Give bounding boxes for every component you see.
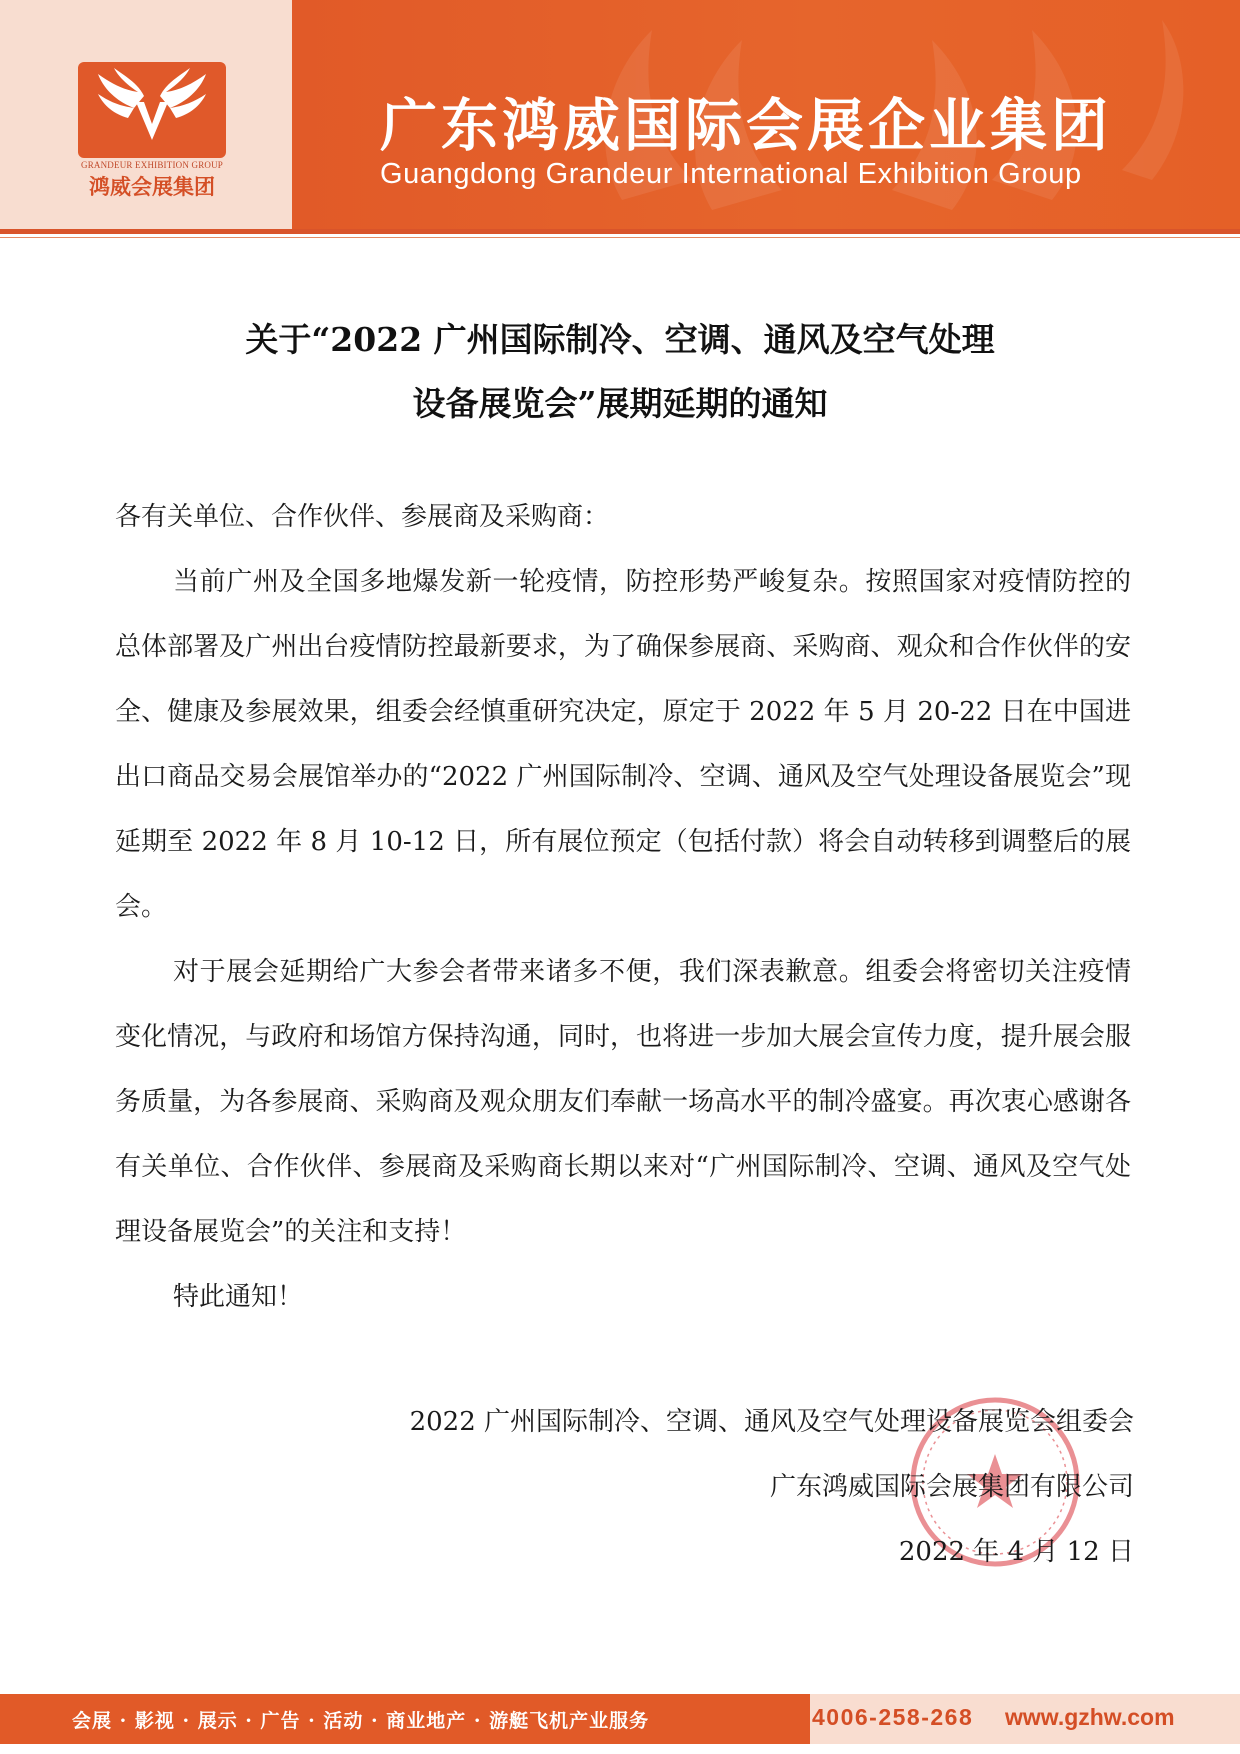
logo-chinese-text: 鸿威会展集团 [89,174,215,199]
notice-title [120,308,1120,436]
logo-panel [0,0,292,229]
footer-website-link[interactable]: www.gzhw.com [1005,1704,1175,1730]
letterhead-footer [0,1694,1240,1754]
notice-title-line-1: 关于“2022 广州国际制冷、空调、通风及空气处理 [245,320,995,359]
signature-date: 2022 年 4 月 12 日 [898,1537,1134,1567]
footer-base [0,1744,1240,1754]
logo-english-text: GRANDEUR EXHIBITION GROUP [81,160,223,170]
company-logo-icon [78,62,226,158]
footer-services-text: 会展 · 影视 · 展示 · 广告 · 活动 · 商业地产 · 游艇飞机产业服务 [72,1710,650,1732]
signature-company: 广东鸿威国际会展集团有限公司 [769,1472,1134,1502]
closing-line: 特此通知！ [173,1282,304,1312]
notice-title-line-2: 设备展览会”展期延期的通知 [412,384,828,423]
paragraph-postponement: 当前广州及全国多地爆发新一轮疫情，防控形势严峻复杂。按照国家对疫情防控的总体部署及广州出台疫情防控最新要求，为了确保参展商、采购商、观众和合作伙伴的安全、健康及参展效果，组委会经慎重研究决定，原定于 2022 年 5 月 20-22 日在中国进出口商品交易会展馆举办的“2022 广州国际制冷、空调、通风及空气处理设备展览会”现延期至 2022 年 8 月 10-12 日，所有展位预定（包括付款）将会自动转移到调整后的展会。 [115,567,1131,922]
company-name-chinese: 广东鸿威国际会展企业集团 [380,92,1112,159]
footer-phone: 4006-258-268 [812,1704,974,1730]
company-name-banner [292,0,1240,229]
header-divider [0,229,1240,234]
letterhead [0,0,1240,232]
greeting: 各有关单位、合作伙伴、参展商及采购商： [115,502,610,532]
company-name-english: Guangdong Grandeur International Exhibition Group [380,158,1082,190]
paragraph-apology: 对于展会延期给广大参会者带来诸多不便，我们深表歉意。组委会将密切关注疫情变化情况，与政府和场馆方保持沟通，同时，也将进一步加大展会宣传力度，提升展会服务质量，为各参展商、采购商及观众朋友们奉献一场高水平的制冷盛宴。再次衷心感谢各有关单位、合作伙伴、参展商及采购商长期以来对“广州国际制冷、空调、通风及空气处理设备展览会”的关注和支持！ [115,957,1131,1247]
notice-body [115,485,1131,1330]
signature-organizer: 2022 广州国际制冷、空调、通风及空气处理设备展览会组委会 [409,1407,1134,1437]
signature-block [300,1390,1134,1585]
header-divider-thin [0,237,1240,238]
